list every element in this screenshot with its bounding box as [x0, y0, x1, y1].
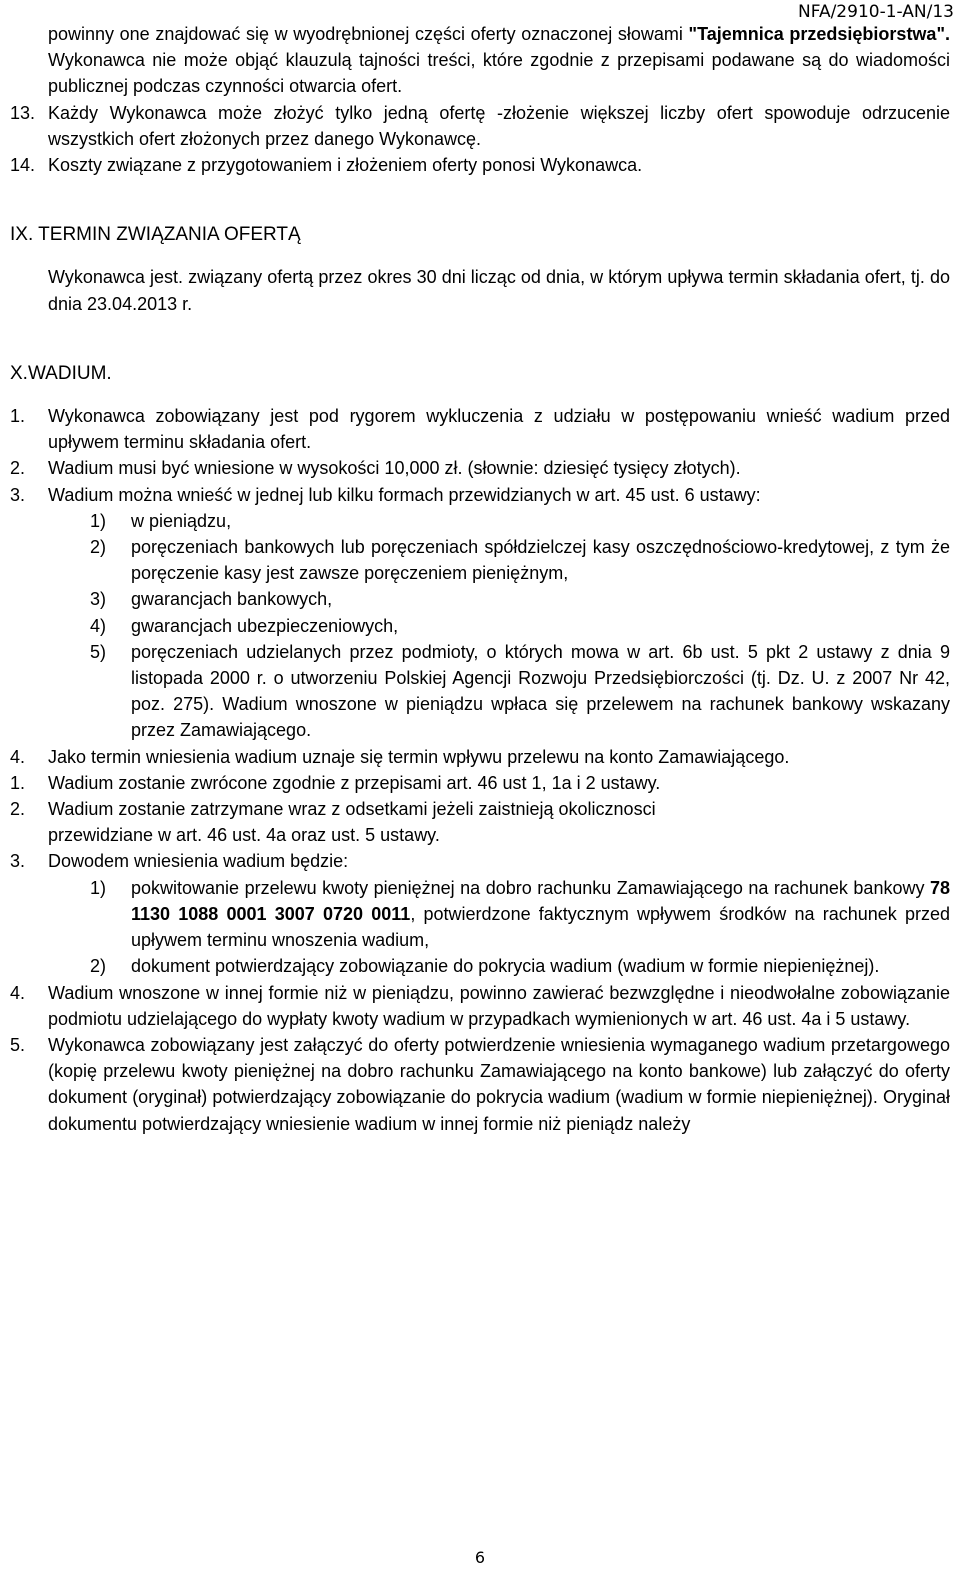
sub-list-item — [90, 953, 950, 979]
sub-item-text: gwarancjach bankowych, — [131, 589, 333, 610]
list-item — [10, 482, 950, 508]
list-item — [10, 848, 950, 874]
item-text-line: Wadium zostanie zatrzymane wraz z odsetkami jeżeli zaistnieją okolicznosci — [48, 799, 656, 820]
item-number: 3. — [10, 851, 26, 872]
item-text: Wykonawca zobowiązany jest załączyć do oferty potwierdzenie wniesienia wymaganego wadium przetargowego (kopię przelewu kwoty pieniężnej na dobro rachunku Zamawiającego na konto bankowe) lub załączyć do oferty dokument (oryginał) potwierdzający zobowiązanie do pokrycia wadium (wadium w formie niepieniężnej). Oryginał dokumentu potwierdzający wniesienie wadium w innej formie niż pieniądz należy — [48, 1034, 950, 1134]
sub-list-item — [90, 613, 950, 639]
sub-item-text: poręczeniach bankowych lub poręczeniach spółdzielczej kasy oszczędnościowo-kredytowej, z tym że poręczenie kasy jest zawsze poręczeniem pieniężnym, — [131, 537, 950, 584]
item-number: 14. — [10, 155, 36, 176]
bank-account-number: 78 1130 1088 0001 3007 0720 0011 — [131, 877, 950, 924]
list-item — [10, 1032, 950, 1137]
page-number: 6 — [474, 1548, 486, 1567]
item-text: Wadium wnoszone w innej formie niż w pieniądzu, powinno zawierać bezwzględne i nieodwołalne zobowiązanie podmiotu udzielającego do wypłaty kwoty wadium w przypadkach wymienionych w art. 46 ust. 4a i 5 ustawy. — [48, 982, 950, 1029]
document-body — [10, 21, 950, 1137]
sub-item-text: gwarancjach ubezpieczeniowych, — [131, 615, 399, 636]
item-number: 2. — [10, 458, 26, 479]
item-number: 4. — [10, 982, 26, 1003]
document-reference: NFA/2910-1-AN/13 — [798, 2, 954, 22]
sub-list-item — [90, 875, 950, 954]
item-number: 4. — [10, 746, 26, 767]
sub-item-number: 5) — [90, 641, 107, 662]
sub-list-item — [90, 639, 950, 744]
continuation-paragraph — [48, 21, 950, 100]
list-item — [10, 744, 950, 770]
sub-item-number: 2) — [90, 956, 107, 977]
list-item — [10, 770, 950, 796]
item-text: Jako termin wniesienia wadium uznaje się termin wpływu przelewu na konto Zamawiającego. — [48, 746, 790, 767]
item-text: Wadium można wnieść w jednej lub kilku formach przewidzianych w art. 45 ust. 6 ustawy: — [48, 484, 761, 505]
sub-item-number: 1) — [90, 877, 107, 898]
sub-item-text — [131, 875, 950, 954]
item-text: Dowodem wniesienia wadium będzie: — [48, 851, 349, 872]
list-item — [10, 455, 950, 481]
sub-item-number: 1) — [90, 510, 107, 531]
sub-item-text: poręczeniach udzielanych przez podmioty, o których mowa w art. 6b ust. 5 pkt 2 ustawy z dnia 9 listopada 2000 r. o utworzeniu Polskiej Agencji Rozwoju Przedsiębiorczości (tj. Dz. U. z 2007 Nr 42, poz. 275). Wadium wnoszone w pieniądzu wpłaca się przelewem na rachunek bankowy wskazany przez Zamawiającego. — [131, 641, 950, 741]
item-text: Każdy Wykonawca może złożyć tylko jedną ofertę -złożenie większej liczby ofert spowoduje odrzucenie wszystkich ofert złożonych przez danego Wykonawcę. — [48, 102, 950, 149]
section-ix-text: Wykonawca jest. związany ofertą przez okres 30 dni licząc od dnia, w którym upływa termin składania ofert, tj. do dnia 23.04.2013 r. — [48, 267, 950, 314]
sub-item-number: 4) — [90, 615, 107, 636]
item-number: 1. — [10, 406, 26, 427]
list-item — [10, 980, 950, 1032]
list-item — [10, 403, 950, 455]
section-heading-x: X.WADIUM. — [10, 362, 112, 384]
sub-item-number: 2) — [90, 537, 107, 558]
item-number: 1. — [10, 772, 26, 793]
sub-item-number: 3) — [90, 589, 107, 610]
sub-list-item — [90, 586, 950, 612]
item-text: Wadium musi być wniesione w wysokości 10,000 zł. (słownie: dziesięć tysięcy złotych). — [48, 458, 741, 479]
trade-secret-phrase: "Tajemnica przedsiębiorstwa". — [688, 24, 950, 44]
continuation-rest: Wykonawca nie może objąć klauzulą tajności treści, które zgodnie z przepisami podawane są do wiadomości publicznej podczas czynności otwarcia ofert. — [48, 50, 950, 97]
item-text: Wykonawca zobowiązany jest pod rygorem wykluczenia z udziału w postępowaniu wnieść wadium przed upływem terminu składania ofert. — [48, 406, 950, 453]
sub-item-text: dokument potwierdzający zobowiązanie do pokrycia wadium (wadium w formie niepieniężnej). — [131, 956, 880, 977]
proof-text: , potwierdzone faktycznym wpływem środków na rachunek przed upływem terminu wnoszenia wadium, — [131, 903, 950, 951]
item-text: Koszty związane z przygotowaniem i złożeniem oferty ponosi Wykonawca. — [48, 155, 643, 176]
sub-list-item — [90, 508, 950, 534]
continuation-line: powinny one znajdować się w wyodrębnionej części oferty oznaczonej słowami — [48, 24, 683, 44]
item-number: 3. — [10, 484, 26, 505]
list-item — [10, 796, 950, 848]
item-number: 2. — [10, 799, 26, 820]
item-number: 5. — [10, 1034, 26, 1055]
item-text-line: przewidziane w art. 46 ust. 4a oraz ust. 5 ustawy. — [48, 825, 440, 846]
item-number: 13. — [10, 102, 36, 123]
section-heading-ix: IX. TERMIN ZWIĄZANIA OFERTĄ — [10, 224, 301, 246]
list-item — [10, 152, 950, 178]
item-text — [48, 796, 950, 848]
item-text: Wadium zostanie zwrócone zgodnie z przepisami art. 46 ust 1, 1a i 2 ustawy. — [48, 772, 661, 793]
proof-text: pokwitowanie przelewu kwoty pieniężnej na dobro rachunku Zamawiającego na rachunek bankowy — [131, 877, 930, 898]
list-item — [10, 100, 950, 152]
sub-item-text: w pieniądzu, — [131, 510, 232, 531]
sub-list-item — [90, 534, 950, 586]
